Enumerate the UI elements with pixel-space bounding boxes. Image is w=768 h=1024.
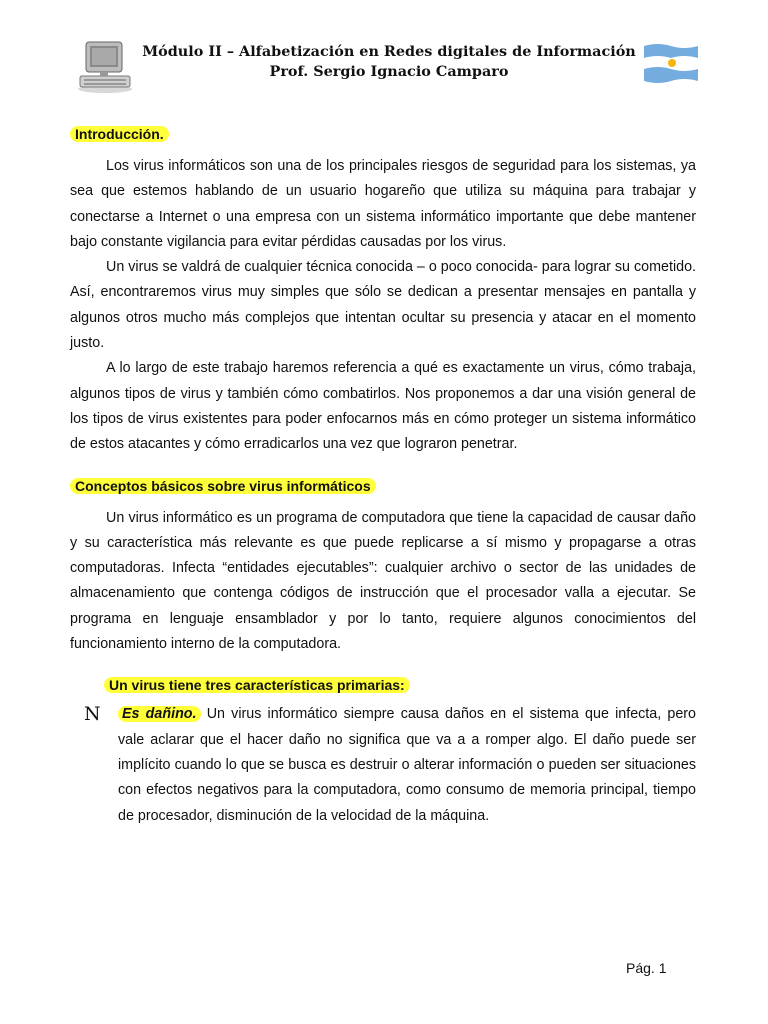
- document-title: [140, 42, 638, 82]
- list-item: [70, 702, 696, 828]
- bullet-term: Es dañino.: [118, 706, 201, 722]
- page-number: Pág. 1: [626, 960, 667, 976]
- characteristics-heading-text: Un virus tiene tres características primarias:: [104, 677, 410, 693]
- section-heading-intro: [70, 124, 696, 144]
- bullet-text: [118, 702, 696, 828]
- concepts-paragraph: Un virus informático es un programa de computadora que tiene la capacidad de causar daño y su característica más relevante es que puede replicarse a sí mismo y propagarse a otras computadoras. Infecta “entidades ejecutables”: cualquier archivo o sector de las unidades de almacenamiento que contenga códigos de instrucción que el procesador valla a ejecutar. Se programa en lenguaje ensamblador y por lo tanto, requiere algunos conocimientos del funcionamiento interno de la computadora.: [70, 509, 696, 653]
- intro-heading-text: Introducción.: [70, 126, 169, 142]
- concepts-heading-text: Conceptos básicos sobre virus informáticos: [70, 478, 376, 494]
- title-line-2: Prof. Sergio Ignacio Camparo: [269, 63, 509, 80]
- bullet-description: Un virus informático siempre causa daños en el sistema que infecta, pero vale aclarar que el hacer daño no significa que va a a romper algo. El daño puede ser implícito cuando lo que se busca es destruir o alterar información o pueden ser situaciones con efectos negativos para la computadora, como consumo de memoria principal, tiempo de procesador, disminución de la velocidad de la máquina.: [118, 706, 696, 824]
- argentina-flag-icon: [642, 42, 700, 84]
- computer-icon: [76, 40, 134, 94]
- bullet-marker: N: [84, 703, 101, 726]
- intro-paragraph-2: Un virus se valdrá de cualquier técnica conocida – o poco conocida- para lograr su cometido. Así, encontraremos virus muy simples que sólo se dedican a presentar mensajes en pantalla y algunos otros mucho más complejos que intentan ocultar su presencia y atacar en el momento justo.: [70, 259, 696, 352]
- title-line-1: Módulo II – Alfabetización en Redes digitales de Información: [142, 43, 636, 60]
- intro-paragraph-1: Los virus informáticos son una de los principales riesgos de seguridad para los sistemas, ya sea que estemos hablando de un usuario hogareño que utiliza su máquina para trabajar y conectarse a Internet o una empresa con un sistema informático importante que debe mantener bajo constante vigilancia para evitar pérdidas causadas por los virus.: [70, 158, 696, 250]
- intro-paragraph-3: A lo largo de este trabajo haremos referencia a qué es exactamente un virus, cómo trabaja, algunos tipos de virus y también cómo combatirlos. Nos proponemos a dar una visión general de los tipos de virus existentes para poder enfocarnos más en cómo proteger un sistema informático de estos atacantes y cómo erradicarlos una vez que lograron penetrar.: [70, 360, 696, 453]
- document-body: [70, 124, 696, 829]
- section-heading-characteristics: [70, 675, 696, 695]
- page-header: [0, 0, 768, 100]
- section-heading-concepts: [70, 476, 696, 496]
